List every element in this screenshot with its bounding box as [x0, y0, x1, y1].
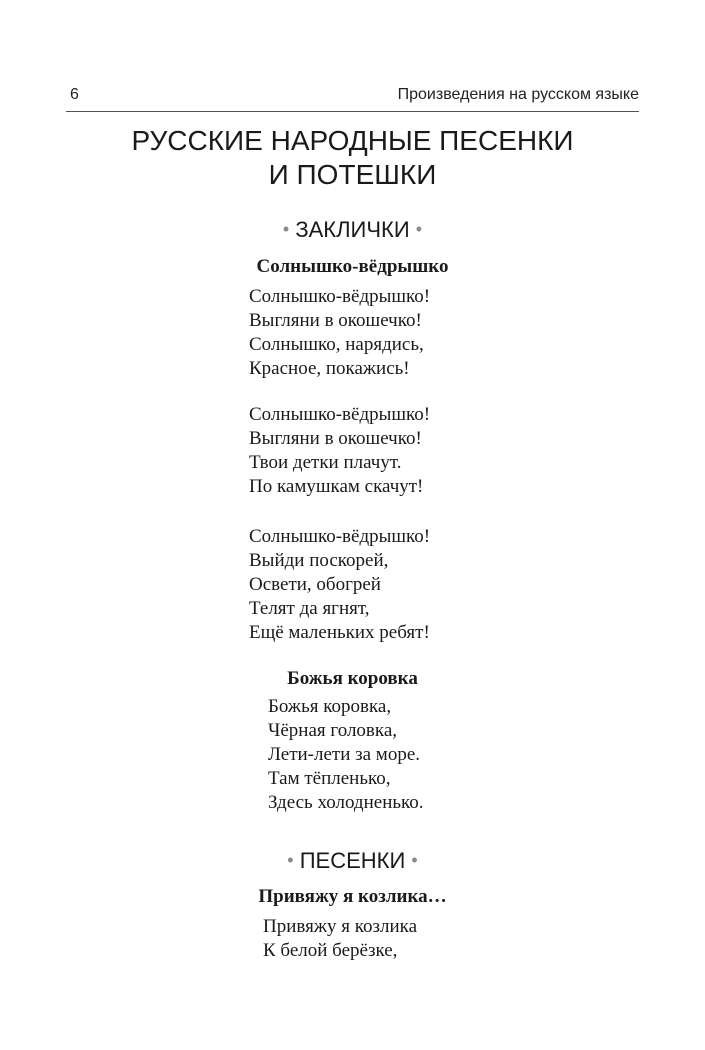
- section-heading-text: ЗАКЛИЧКИ: [295, 217, 410, 242]
- bullet-icon: •: [415, 219, 423, 239]
- stanza: [249, 285, 430, 381]
- bullet-icon: •: [287, 850, 294, 870]
- chapter-title-line-2: И ПОТЕШКИ: [268, 159, 437, 190]
- bullet-icon: •: [411, 850, 418, 870]
- stanza: [263, 915, 417, 963]
- verse-line: Освети, обогрей: [249, 574, 381, 595]
- section-heading-text: ПЕСЕНКИ: [299, 848, 406, 873]
- bullet-icon: •: [282, 219, 290, 239]
- verse-line: Чёрная головка,: [268, 720, 398, 741]
- verse-line: Твои детки плачут.: [249, 452, 402, 473]
- verse-line: Солнышко-вёдрышко!: [249, 404, 431, 425]
- verse-line: К белой берёзке,: [263, 940, 398, 961]
- verse-line: Выгляни в окошечко!: [249, 428, 422, 449]
- chapter-title: [0, 124, 705, 192]
- verse-line: По камушкам скачут!: [249, 476, 424, 497]
- section-heading-pesenki: [0, 847, 705, 874]
- verse-line: Здесь холодненько.: [268, 792, 424, 813]
- verse-line: Ещё маленьких ребят!: [249, 622, 430, 643]
- verse-line: Привяжу я козлика: [263, 916, 418, 937]
- stanza: [249, 525, 430, 645]
- verse-line: Солнышко-вёдрышко!: [249, 286, 431, 307]
- verse-line: Лети-лети за море.: [268, 744, 421, 765]
- section-heading-zaklichki: [0, 216, 705, 243]
- poem-title: Божья коровка: [287, 668, 418, 689]
- poem-title: Привяжу я козлика…: [258, 886, 447, 907]
- poem-title: Солнышко-вёдрышко: [256, 256, 449, 277]
- stanza: [249, 403, 430, 499]
- verse-line: Солнышко, нарядись,: [249, 334, 424, 355]
- stanza: [268, 695, 424, 815]
- running-head: Произведения на русском языке: [397, 86, 639, 103]
- verse-line: Красное, покажись!: [249, 358, 410, 379]
- page-number: 6: [70, 86, 79, 103]
- verse-line: Солнышко-вёдрышко!: [249, 526, 431, 547]
- verse-line: Божья коровка,: [268, 696, 392, 717]
- chapter-title-line-1: РУССКИЕ НАРОДНЫЕ ПЕСЕНКИ: [131, 125, 574, 156]
- header-rule: [66, 111, 639, 112]
- verse-line: Выйди поскорей,: [249, 550, 389, 571]
- verse-line: Выгляни в окошечко!: [249, 310, 422, 331]
- verse-line: Телят да ягнят,: [249, 598, 370, 619]
- verse-line: Там тёпленько,: [268, 768, 391, 789]
